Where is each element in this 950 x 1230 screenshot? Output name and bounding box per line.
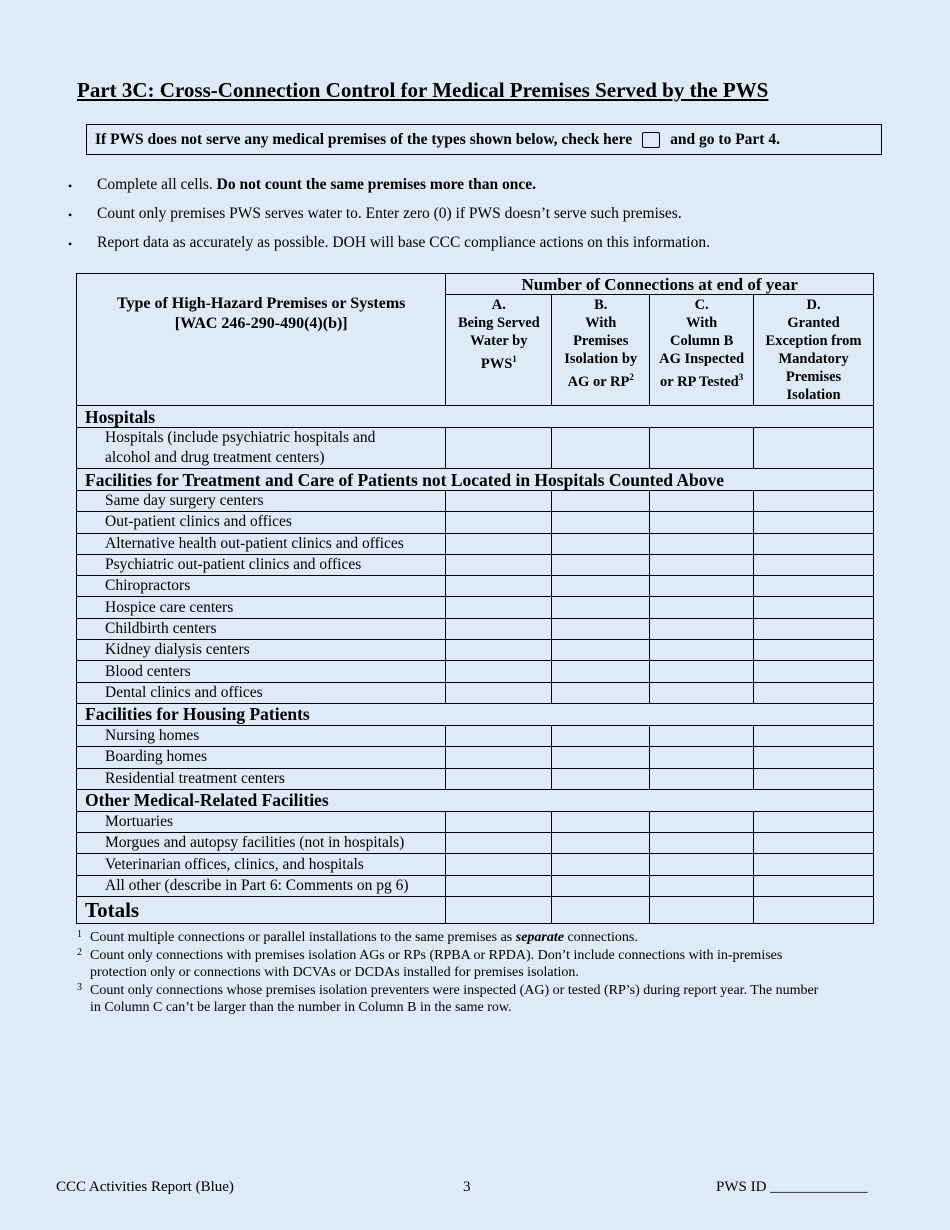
input-cell[interactable]	[552, 854, 650, 875]
total-cell[interactable]	[754, 897, 874, 924]
input-cell[interactable]	[446, 554, 552, 575]
no-medical-premises-checkbox[interactable]	[642, 132, 660, 148]
input-cell[interactable]	[446, 640, 552, 661]
table-row	[77, 875, 874, 896]
table-row	[77, 725, 874, 746]
row-label: Blood centers	[77, 661, 446, 682]
row-label: Out-patient clinics and offices	[77, 512, 446, 533]
bullet-icon: •	[68, 237, 73, 251]
input-cell[interactable]	[552, 533, 650, 554]
input-cell[interactable]	[650, 725, 754, 746]
table-row	[77, 576, 874, 597]
table-row	[77, 768, 874, 789]
footnote-2: 2 Count only connections with premises isolation AGs or RPs (RPBA or RPDA). Don’t include connections with in-premises protection only or connections with DCVAs or DCDAs installed for premises isolation.	[77, 947, 783, 980]
input-cell[interactable]	[446, 618, 552, 639]
input-cell[interactable]	[446, 875, 552, 896]
input-cell[interactable]	[552, 768, 650, 789]
input-cell[interactable]	[650, 640, 754, 661]
table-row	[77, 554, 874, 575]
table-row	[77, 512, 874, 533]
footer-report-name: CCC Activities Report (Blue)	[56, 1179, 234, 1195]
column-c-header: C. With Column B AG Inspected or RP Tested$^3$	[650, 295, 754, 406]
total-cell[interactable]	[552, 897, 650, 924]
input-cell[interactable]	[754, 576, 874, 597]
section-housing: Facilities for Housing Patients	[77, 703, 874, 725]
input-cell[interactable]	[754, 768, 874, 789]
input-cell[interactable]	[650, 854, 754, 875]
input-cell[interactable]	[650, 576, 754, 597]
input-cell[interactable]	[552, 682, 650, 703]
input-cell[interactable]	[650, 875, 754, 896]
input-cell[interactable]	[754, 512, 874, 533]
input-cell[interactable]	[446, 533, 552, 554]
list-item: • Complete all cells. Do not count the same premises more than once.	[68, 176, 536, 193]
input-cell[interactable]	[754, 811, 874, 832]
connections-header: Number of Connections at end of year	[446, 274, 874, 295]
input-cell[interactable]	[754, 618, 874, 639]
table-row	[77, 597, 874, 618]
section-facilities: Facilities for Treatment and Care of Patients not Located in Hospitals Counted Above	[77, 469, 874, 491]
column-a-header: A. Being Served Water by PWS$^1$	[446, 295, 552, 406]
input-cell[interactable]	[552, 428, 650, 469]
total-cell[interactable]	[446, 897, 552, 924]
table-row	[77, 811, 874, 832]
no-medical-premises-notice	[86, 124, 882, 155]
table-row	[77, 747, 874, 768]
column-d-header: D. Granted Exception from Mandatory Premises Isolation	[754, 295, 874, 406]
input-cell[interactable]	[552, 554, 650, 575]
input-cell[interactable]	[552, 640, 650, 661]
input-cell[interactable]	[552, 512, 650, 533]
input-cell[interactable]	[650, 491, 754, 512]
notice-text: If PWS does not serve any medical premises of the types shown below, check here	[95, 130, 633, 148]
input-cell[interactable]	[650, 661, 754, 682]
input-cell[interactable]	[754, 597, 874, 618]
input-cell[interactable]	[552, 747, 650, 768]
input-cell[interactable]	[754, 491, 874, 512]
input-cell[interactable]	[446, 747, 552, 768]
input-cell[interactable]	[446, 811, 552, 832]
table-row	[77, 682, 874, 703]
notice-text-after: and go to Part 4.	[670, 130, 780, 148]
input-cell[interactable]	[552, 875, 650, 896]
row-label: Same day surgery centers	[77, 491, 446, 512]
footer-page-number: 3	[463, 1179, 471, 1195]
row-label: Boarding homes	[77, 747, 446, 768]
input-cell[interactable]	[650, 512, 754, 533]
row-label: Childbirth centers	[77, 618, 446, 639]
total-cell[interactable]	[650, 897, 754, 924]
input-cell[interactable]	[446, 833, 552, 854]
input-cell[interactable]	[754, 682, 874, 703]
row-label: Dental clinics and offices	[77, 682, 446, 703]
row-label: Alternative health out-patient clinics and offices	[77, 533, 446, 554]
input-cell[interactable]	[446, 854, 552, 875]
medical-premises-table	[76, 273, 874, 924]
input-cell[interactable]	[650, 554, 754, 575]
row-label: Hospice care centers	[77, 597, 446, 618]
input-cell[interactable]	[650, 811, 754, 832]
input-cell[interactable]	[754, 833, 874, 854]
totals-label: Totals	[77, 897, 446, 924]
input-cell[interactable]	[754, 661, 874, 682]
row-label: Veterinarian offices, clinics, and hospitals	[77, 854, 446, 875]
input-cell[interactable]	[552, 491, 650, 512]
input-cell[interactable]	[754, 428, 874, 469]
input-cell[interactable]	[650, 533, 754, 554]
type-column-header: Type of High-Hazard Premises or Systems [WAC 246-290-490(4)(b)]	[77, 274, 446, 406]
footnotes	[77, 929, 900, 1017]
footnote-1: 1 Count multiple connections or parallel installations to the same premises as separate connections.	[77, 929, 638, 945]
row-label: Psychiatric out-patient clinics and offices	[77, 554, 446, 575]
row-label: Chiropractors	[77, 576, 446, 597]
input-cell[interactable]	[446, 682, 552, 703]
bullet-icon: •	[68, 208, 73, 222]
input-cell[interactable]	[650, 597, 754, 618]
table-row	[77, 533, 874, 554]
input-cell[interactable]	[552, 597, 650, 618]
input-cell[interactable]	[552, 618, 650, 639]
input-cell[interactable]	[754, 875, 874, 896]
row-label: Mortuaries	[77, 811, 446, 832]
table-row	[77, 661, 874, 682]
row-label: Kidney dialysis centers	[77, 640, 446, 661]
column-b-header: B. With Premises Isolation by AG or $RP^2$	[552, 295, 650, 406]
table-row	[77, 640, 874, 661]
input-cell[interactable]	[446, 512, 552, 533]
table-row	[77, 618, 874, 639]
list-item: • Report data as accurately as possible. DOH will base CCC compliance actions on this information.	[68, 234, 710, 251]
row-label: All other (describe in Part 6: Comments on pg 6)	[77, 875, 446, 896]
row-label: Nursing homes	[77, 725, 446, 746]
row-label: Residential treatment centers	[77, 768, 446, 789]
input-cell[interactable]	[446, 428, 552, 469]
table-row	[77, 854, 874, 875]
section-hospitals: Hospitals	[77, 406, 874, 428]
totals-row	[77, 897, 874, 924]
input-cell[interactable]	[552, 661, 650, 682]
input-cell[interactable]	[754, 554, 874, 575]
footnote-3: 3 Count only connections whose premises isolation preventers were inspected (AG) or tested (RP’s) during report year. The number in Column C can’t be larger than the number in Column B in the same row.	[77, 982, 819, 1015]
row-label: Hospitals (include psychiatric hospitals and alcohol and drug treatment centers)	[77, 428, 446, 469]
input-cell[interactable]	[446, 576, 552, 597]
input-cell[interactable]	[552, 811, 650, 832]
input-cell[interactable]	[650, 428, 754, 469]
input-cell[interactable]	[650, 682, 754, 703]
bullet-icon: •	[68, 179, 73, 193]
input-cell[interactable]	[754, 854, 874, 875]
input-cell[interactable]	[754, 640, 874, 661]
input-cell[interactable]	[650, 747, 754, 768]
footer-pws-id: PWS ID _____________	[716, 1179, 868, 1195]
table-row	[77, 833, 874, 854]
table-row	[77, 491, 874, 512]
input-cell[interactable]	[446, 661, 552, 682]
instructions-list	[68, 176, 710, 263]
row-label: Morgues and autopsy facilities (not in hospitals)	[77, 833, 446, 854]
input-cell[interactable]	[650, 618, 754, 639]
input-cell[interactable]	[650, 768, 754, 789]
list-item: • Count only premises PWS serves water to. Enter zero (0) if PWS doesn’t serve such premises.	[68, 205, 682, 222]
input-cell[interactable]	[446, 491, 552, 512]
input-cell[interactable]	[552, 725, 650, 746]
input-cell[interactable]	[754, 747, 874, 768]
input-cell[interactable]	[446, 768, 552, 789]
input-cell[interactable]	[754, 533, 874, 554]
input-cell[interactable]	[754, 725, 874, 746]
input-cell[interactable]	[446, 597, 552, 618]
section-other: Other Medical-Related Facilities	[77, 789, 874, 811]
input-cell[interactable]	[446, 725, 552, 746]
input-cell[interactable]	[552, 833, 650, 854]
input-cell[interactable]	[552, 576, 650, 597]
table-row	[77, 428, 874, 469]
page-title: Part 3C: Cross-Connection Control for Medical Premises Served by the PWS	[77, 78, 769, 102]
input-cell[interactable]	[650, 833, 754, 854]
